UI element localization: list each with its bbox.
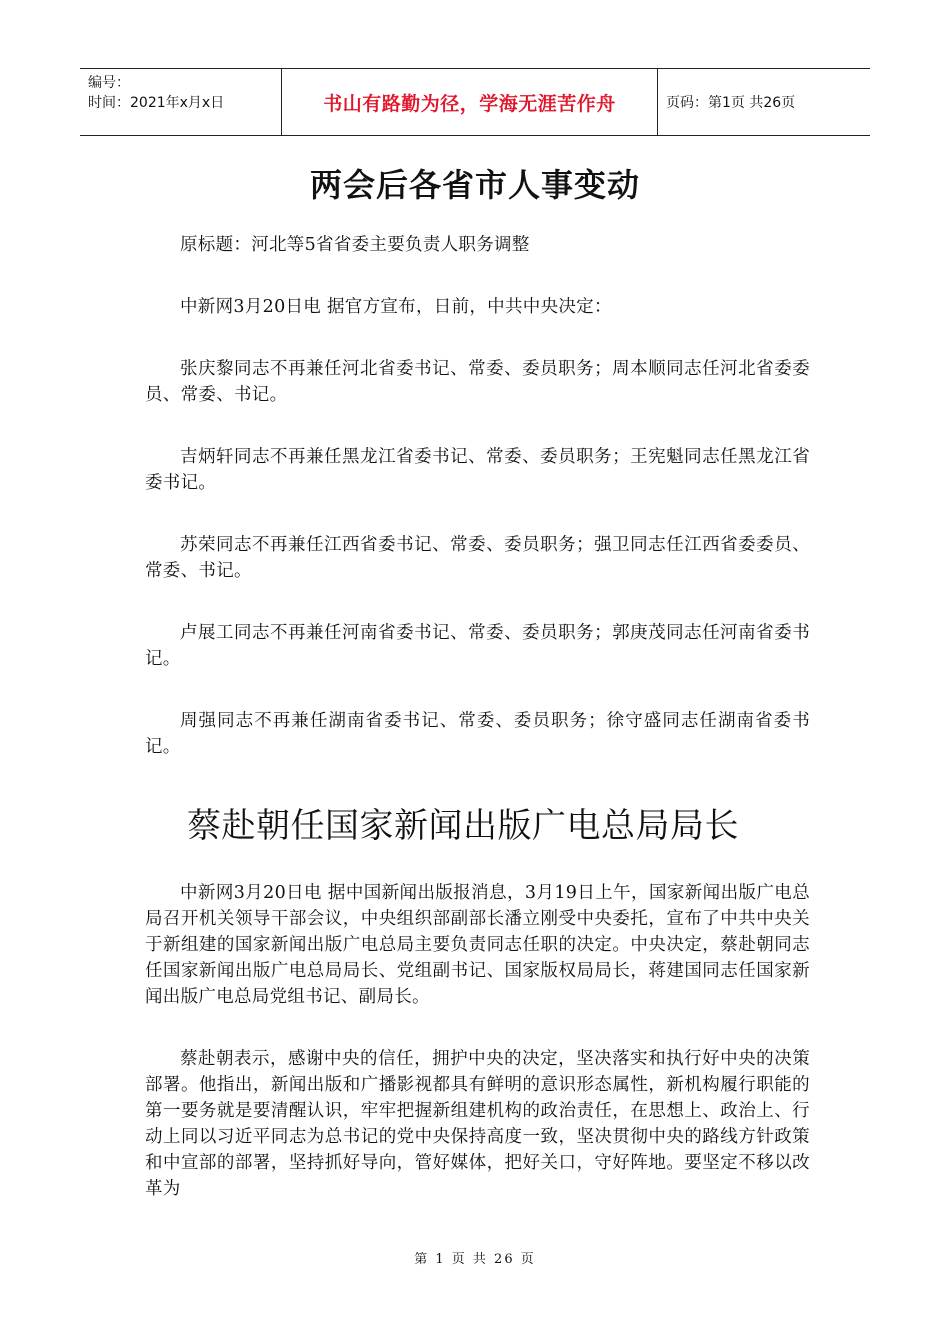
header-motto: 书山有路勤为径，学海无涯苦作舟 — [282, 69, 658, 135]
number-label: 编号： — [88, 75, 130, 91]
page-footer: 第 1 页 共 26 页 — [414, 1252, 536, 1267]
date-label: 时间：2021年x月x日 — [88, 95, 225, 111]
paragraph-lead: 中新网3月20日电 据官方宣布，日前，中共中央决定： — [180, 297, 612, 317]
article-title: 两会后各省市人事变动 — [309, 166, 640, 204]
paragraph-henan: 卢展工同志不再兼任河南省委书记、常委、委员职务；郭庚茂同志任河南省委书记。 — [145, 623, 810, 669]
header-page-info: 页码：第1页 共26页 — [666, 95, 796, 111]
paragraph-hunan: 周强同志不再兼任湖南省委书记、常委、委员职务；徐守盛同志任湖南省委书记。 — [145, 711, 810, 757]
paragraph-section-body: 蔡赴朝表示，感谢中央的信任，拥护中央的决定，坚决落实和执行好中央的决策部署。他指出，新闻出版和广播影视都具有鲜明的意识形态属性，新机构履行职能的第一要务就是要清醒认识，牢牢把握新组建机构的政治责任，在思想上、政治上、行动上同以习近平同志为总书记的党中央保持高度一致，坚决贯彻中央的路线方针政策和中宣部的部署，坚持抓好导向，管好媒体，把好关口，守好阵地。要坚定不移以改革为 — [145, 1049, 810, 1199]
document-header — [80, 68, 870, 136]
paragraph-original-title: 原标题：河北等5省省委主要负责人职务调整 — [180, 235, 530, 255]
paragraph-section-lead: 中新网3月20日电 据中国新闻出版报消息，3月19日上午，国家新闻出版广电总局召开机关领导干部会议，中央组织部副部长潘立刚受中央委托，宣布了中共中央关于新组建的国家新闻出版广电总局主要负责同志任职的决定。中央决定，蔡赴朝同志任国家新闻出版广电总局局长、党组副书记、国家版权局局长，蒋建国同志任国家新闻出版广电总局党组书记、副局长。 — [145, 883, 810, 1007]
section-title: 蔡赴朝任国家新闻出版广电总局局长 — [187, 806, 739, 846]
paragraph-hebei: 张庆黎同志不再兼任河北省委书记、常委、委员职务；周本顺同志任河北省委委员、常委、书记。 — [145, 359, 810, 405]
document-body — [145, 232, 810, 1202]
paragraph-jiangxi: 苏荣同志不再兼任江西省委书记、常委、委员职务；强卫同志任江西省委委员、常委、书记。 — [145, 535, 810, 581]
paragraph-heilongjiang: 吉炳轩同志不再兼任黑龙江省委书记、常委、委员职务；王宪魁同志任黑龙江省委书记。 — [145, 447, 810, 493]
header-meta-cell — [80, 69, 282, 135]
